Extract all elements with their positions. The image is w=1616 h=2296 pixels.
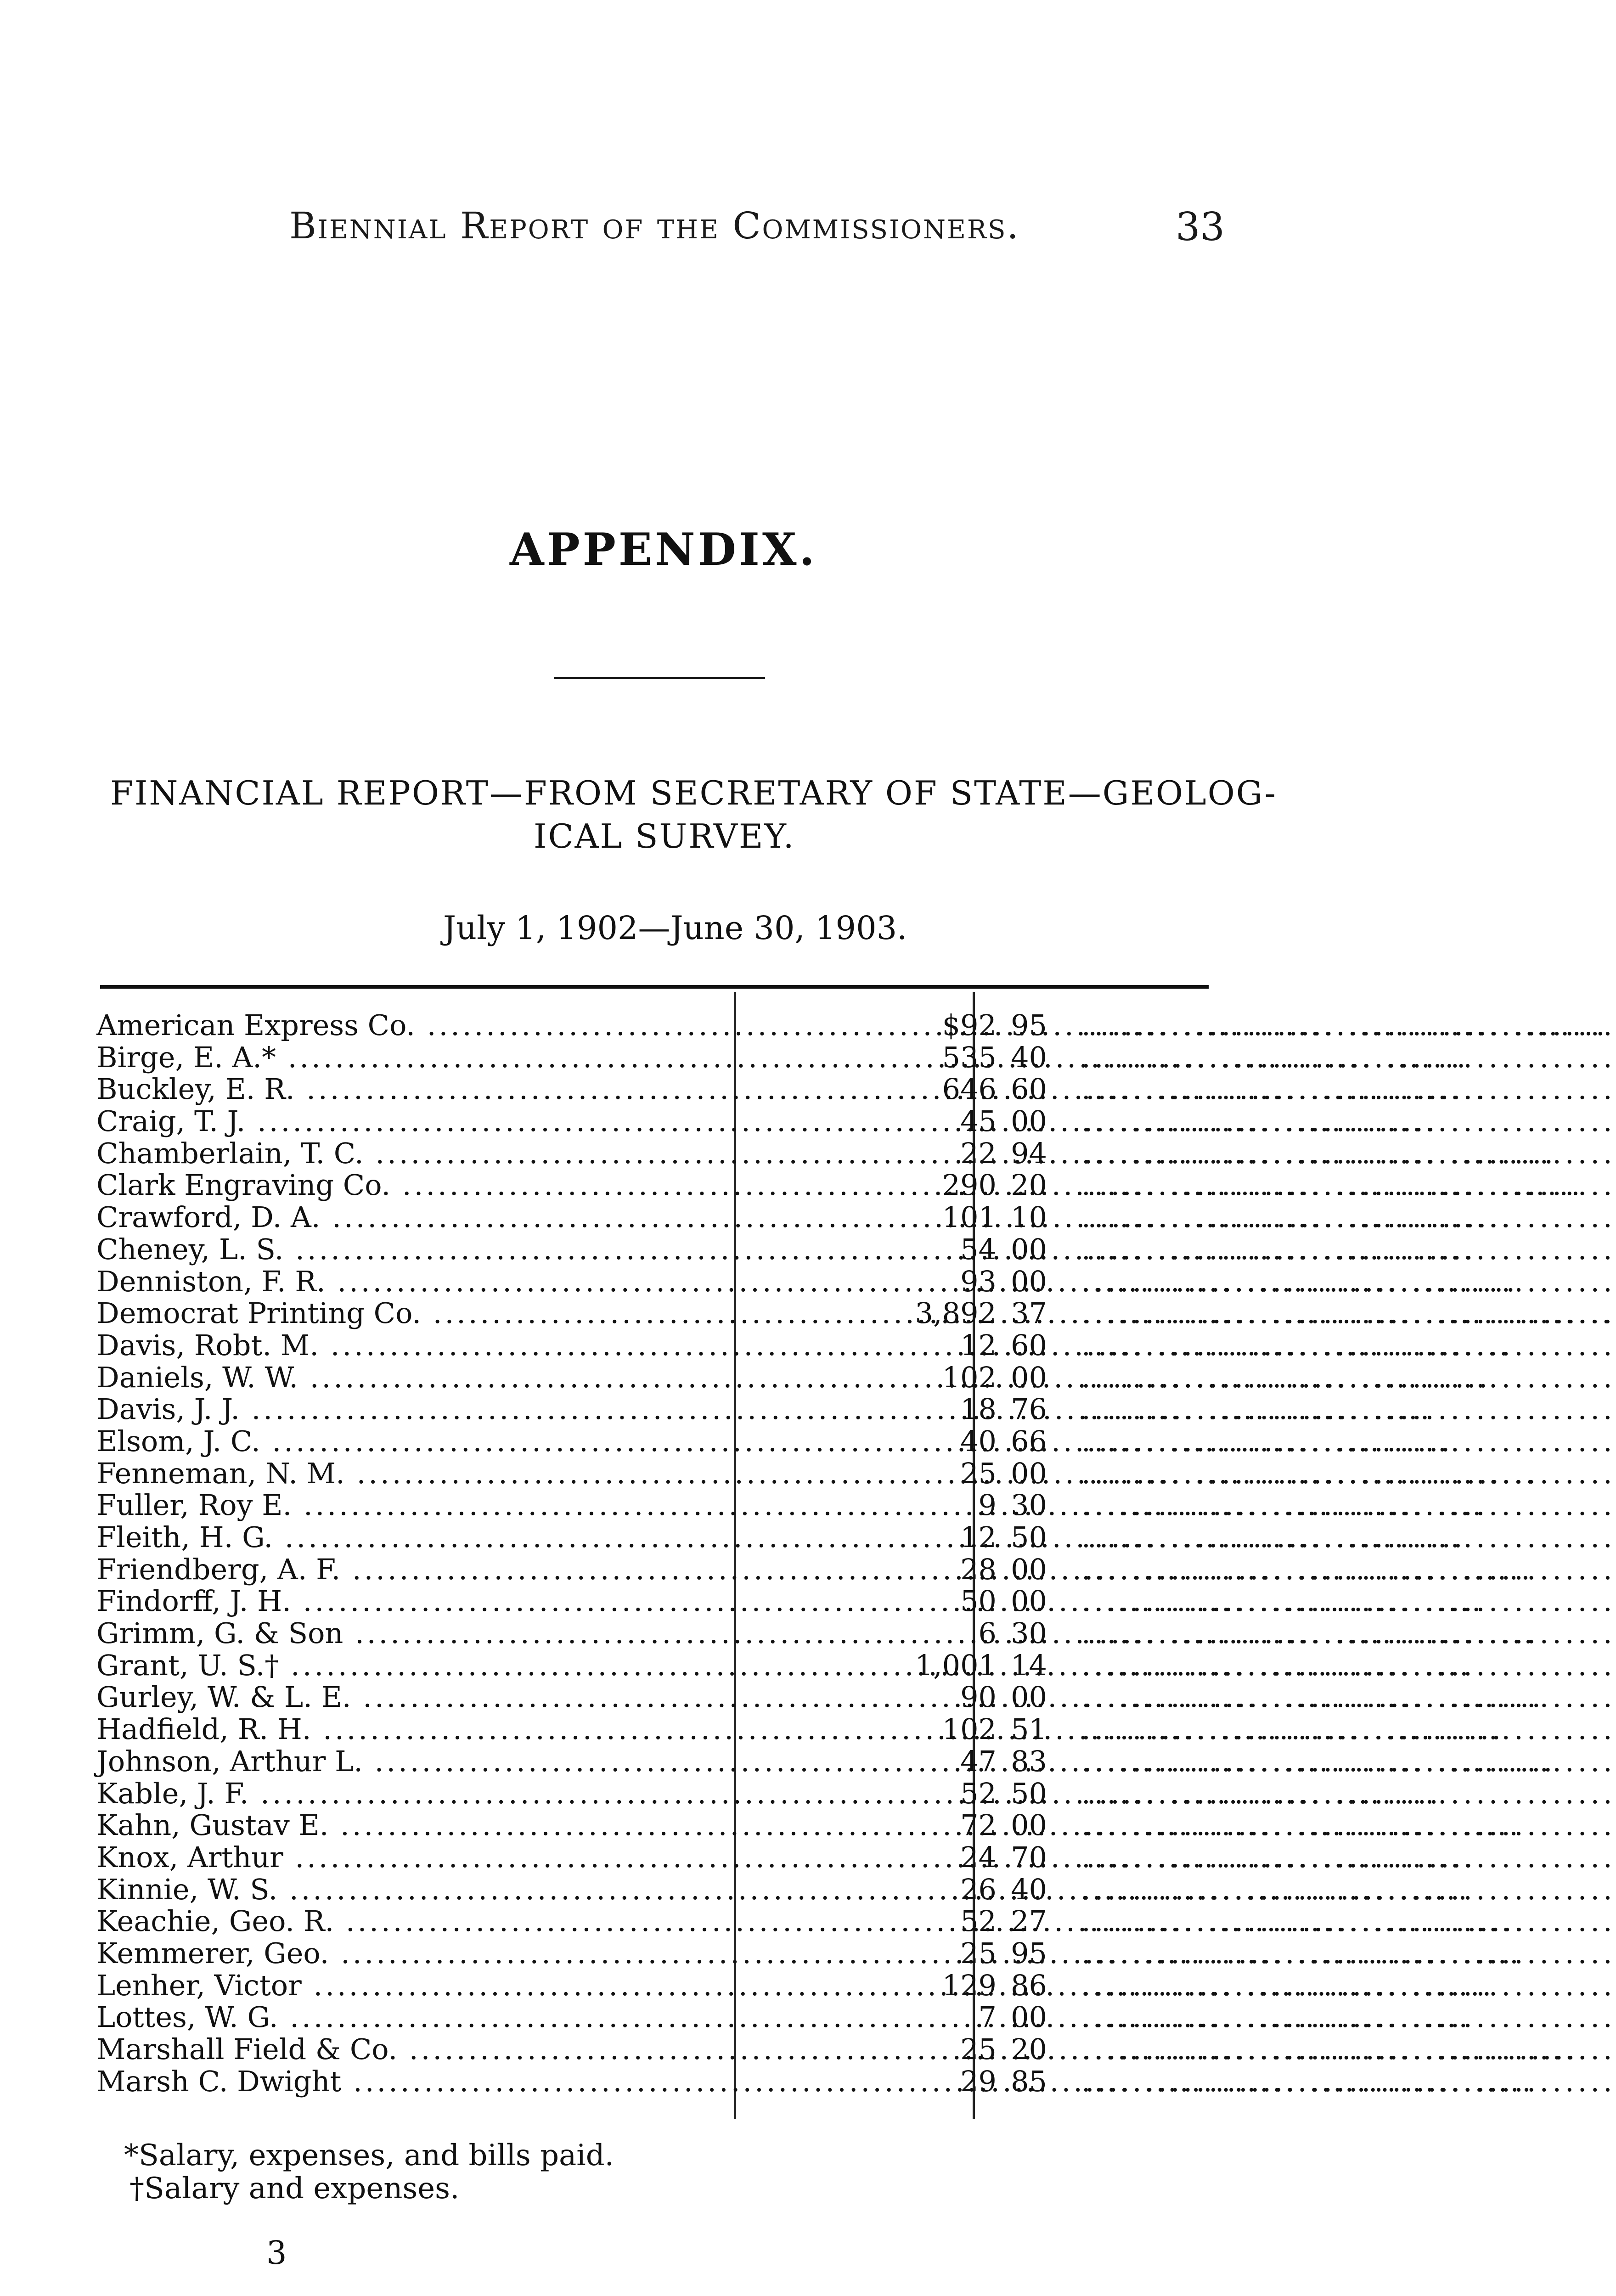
table-row — [96, 1872, 1616, 1906]
amount-cents: 00 — [1011, 1808, 1047, 1842]
dot-leader: .......................................... — [1081, 1712, 1616, 1746]
table-row — [96, 1680, 1616, 1714]
amount-dollars: 90 — [960, 1680, 997, 1714]
amount-dollars: 9 — [978, 1488, 997, 1522]
table-row — [96, 1776, 1616, 1810]
amount-cents: 66 — [1011, 1424, 1047, 1458]
dot-leader: .......................................... — [1081, 1872, 1616, 1906]
payee-name: Kinnie, W. S. ..... — [96, 1874, 726, 1906]
amount-dollars: 52 — [960, 1776, 997, 1810]
payee-name: Hadfield, R. H. ..... — [96, 1713, 726, 1745]
payee-name: Marshall Field & Co. ..... — [96, 2033, 726, 2065]
payee-name: Gurley, W. & L. E. ..... — [96, 1681, 726, 1713]
amount-cents: 14 — [1011, 1648, 1047, 1682]
table-row — [96, 1104, 1616, 1138]
amount-cents: 94 — [1011, 1136, 1047, 1170]
dot-leader: .......................................... — [1081, 1072, 1616, 1106]
table-row — [96, 1808, 1616, 1842]
table-row — [96, 1008, 1616, 1042]
table-row — [96, 1360, 1616, 1394]
amount-cents: 00 — [1011, 1584, 1047, 1618]
table-row — [96, 1264, 1616, 1298]
amount-cents: 86 — [1011, 1968, 1047, 2002]
amount-dollars: 12 — [960, 1520, 997, 1554]
payment-amount — [850, 2033, 1047, 2065]
payment-amount — [850, 1521, 1047, 1553]
table-row — [96, 1616, 1616, 1650]
amount-cents: 27 — [1011, 1904, 1047, 1938]
dot-leader: .......................................... — [1081, 1424, 1616, 1458]
amount-dollars: 93 — [960, 1264, 997, 1298]
amount-cents: 20 — [1011, 2032, 1047, 2066]
payment-amount — [850, 1585, 1047, 1617]
section-divider — [554, 677, 765, 679]
payee-name: Knox, Arthur ..... — [96, 1841, 726, 1874]
payment-amount — [850, 1681, 1047, 1713]
payment-amount — [850, 1489, 1047, 1521]
amount-dollars: 28 — [960, 1552, 997, 1586]
dot-leader: .......................................... — [1081, 1776, 1616, 1810]
running-header — [289, 204, 1020, 247]
payee-name: Elsom, J. C. ..... — [96, 1425, 726, 1458]
amount-cents: 00 — [1011, 1552, 1047, 1586]
payee-name: Lenher, Victor ..... — [96, 1970, 726, 2002]
amount-cents: 00 — [1011, 2000, 1047, 2034]
payee-name: Davis, Robt. M. ..... — [96, 1329, 726, 1362]
dot-leader: .......................................... — [1081, 1552, 1616, 1586]
amount-dollars: $92 — [942, 1008, 997, 1042]
payee-name: Keachie, Geo. R. ..... — [96, 1905, 726, 1937]
payment-amount — [850, 2001, 1047, 2033]
amount-cents: 37 — [1011, 1296, 1047, 1330]
dot-leader: .......................................... — [1081, 1680, 1616, 1714]
report-heading-line-2: ICAL SURVEY. — [534, 817, 795, 855]
amount-dollars: 47 — [960, 1744, 997, 1778]
amount-cents: 70 — [1011, 1840, 1047, 1874]
amount-dollars: 3,892 — [915, 1296, 997, 1330]
table-row — [96, 1040, 1616, 1074]
payment-amount — [850, 1905, 1047, 1937]
amount-dollars: 535 — [942, 1040, 997, 1074]
dot-leader: .......................................... — [1081, 2032, 1616, 2066]
payee-name: Findorff, J. H. ..... — [96, 1585, 726, 1617]
table-row — [96, 1904, 1616, 1938]
dot-leader: .......................................... — [1081, 2064, 1616, 2098]
payment-amount — [850, 1105, 1047, 1137]
amount-cents: 00 — [1011, 1456, 1047, 1490]
amount-dollars: 45 — [960, 1104, 997, 1138]
table-row — [96, 2064, 1616, 2098]
table-row — [96, 1200, 1616, 1234]
amount-cents: 10 — [1011, 1200, 1047, 1234]
payment-amount — [850, 1553, 1047, 1586]
amount-cents: 40 — [1011, 1872, 1047, 1906]
dot-leader: .......................................... — [1081, 1616, 1616, 1650]
payee-name: Davis, J. J. ..... — [96, 1393, 726, 1425]
table-row — [96, 1232, 1616, 1266]
date-range: July 1, 1902—June 30, 1903. — [443, 909, 907, 947]
table-row — [96, 1648, 1616, 1682]
payee-name: Grant, U. S.† ..... — [96, 1649, 726, 1682]
dot-leader: .......................................... — [1081, 1648, 1616, 1682]
dot-leader: .......................................... — [1081, 1456, 1616, 1490]
dot-leader: .......................................... — [1081, 1392, 1616, 1426]
amount-dollars: 6 — [978, 1616, 997, 1650]
amount-cents: 95 — [1011, 1008, 1047, 1042]
amount-cents: 83 — [1011, 1744, 1047, 1778]
table-row — [96, 1840, 1616, 1874]
payee-name: Cheney, L. S. ..... — [96, 1233, 726, 1266]
dot-leader: .......................................... — [1081, 2000, 1616, 2034]
amount-dollars: 18 — [960, 1392, 997, 1426]
payment-amount — [850, 1329, 1047, 1362]
dot-leader: .......................................... — [1081, 1008, 1616, 1042]
payee-name: Friendberg, A. F. ..... — [96, 1553, 726, 1586]
dot-leader: .......................................... — [1081, 1360, 1616, 1394]
table-row — [96, 1392, 1616, 1426]
amount-cents: 76 — [1011, 1392, 1047, 1426]
amount-dollars: 72 — [960, 1808, 997, 1842]
dot-leader: .......................................... — [1081, 1584, 1616, 1618]
table-row — [96, 1456, 1616, 1490]
table-row — [96, 2032, 1616, 2066]
amount-dollars: 24 — [960, 1840, 997, 1874]
table-row — [96, 1520, 1616, 1554]
table-row — [96, 1296, 1616, 1330]
footnotes — [124, 2139, 614, 2205]
amount-dollars: 54 — [960, 1232, 997, 1266]
payee-name: Fuller, Roy E. ..... — [96, 1489, 726, 1521]
amount-dollars: 1,001 — [915, 1648, 997, 1682]
amount-dollars: 29 — [960, 2064, 997, 2098]
amount-cents: 50 — [1011, 1776, 1047, 1810]
amount-cents: 95 — [1011, 1936, 1047, 1970]
payment-amount — [850, 1169, 1047, 1201]
payment-amount — [850, 1393, 1047, 1425]
amount-cents: 30 — [1011, 1616, 1047, 1650]
payment-amount — [850, 1649, 1047, 1682]
payee-name: Crawford, D. A. ..... — [96, 1201, 726, 1233]
payee-name: Kemmerer, Geo. ..... — [96, 1937, 726, 1970]
amount-dollars: 52 — [960, 1904, 997, 1938]
dot-leader: .......................................... — [1081, 1200, 1616, 1234]
payee-name: Clark Engraving Co. ..... — [96, 1169, 726, 1201]
footnote-dagger: †Salary and expenses. — [130, 2172, 460, 2206]
table-row — [96, 1744, 1616, 1778]
payment-amount — [850, 1841, 1047, 1874]
amount-dollars: 129 — [942, 1968, 997, 2002]
amount-dollars: 102 — [942, 1712, 997, 1746]
amount-dollars: 25 — [960, 1456, 997, 1490]
amount-dollars: 22 — [960, 1136, 997, 1170]
payment-amount — [850, 1874, 1047, 1906]
dot-leader: .......................................... — [1081, 1808, 1616, 1842]
amount-cents: 00 — [1011, 1360, 1047, 1394]
report-heading — [110, 771, 1277, 858]
payment-amount — [850, 1617, 1047, 1649]
payee-name: Buckley, E. R. ..... — [96, 1073, 726, 1105]
dot-leader: .......................................... — [1081, 1232, 1616, 1266]
payment-amount — [850, 1425, 1047, 1458]
payment-amount — [850, 1970, 1047, 2002]
payment-amount — [850, 1297, 1047, 1329]
amount-cents: 00 — [1011, 1104, 1047, 1138]
dot-leader: .......................................... — [1081, 1040, 1616, 1074]
amount-cents: 51 — [1011, 1712, 1047, 1746]
dot-leader: .......................................... — [1081, 1264, 1616, 1298]
table-row — [96, 1424, 1616, 1458]
table-row — [96, 2000, 1616, 2034]
payee-name: Chamberlain, T. C. ..... — [96, 1137, 726, 1170]
payee-name: American Express Co. ..... — [96, 1009, 726, 1041]
payment-amount — [850, 1009, 1047, 1041]
payment-amount — [850, 1073, 1047, 1105]
payment-amount — [850, 1809, 1047, 1841]
payment-amount — [850, 1745, 1047, 1778]
table-row — [96, 1488, 1616, 1522]
amount-cents: 60 — [1011, 1072, 1047, 1106]
amount-dollars: 25 — [960, 2032, 997, 2066]
appendix-title: APPENDIX. — [510, 523, 817, 575]
amount-cents: 00 — [1011, 1232, 1047, 1266]
amount-cents: 60 — [1011, 1328, 1047, 1362]
amount-cents: 40 — [1011, 1040, 1047, 1074]
table-row — [96, 1136, 1616, 1170]
dot-leader: .......................................... — [1081, 1136, 1616, 1170]
dot-leader: .......................................... — [1081, 1936, 1616, 1970]
payment-amount — [850, 1778, 1047, 1810]
payment-amount — [850, 1713, 1047, 1745]
amount-cents: 00 — [1011, 1680, 1047, 1714]
amount-dollars: 12 — [960, 1328, 997, 1362]
payee-name: Kable, J. F. ..... — [96, 1778, 726, 1810]
dot-leader: .......................................... — [1081, 1296, 1616, 1330]
dot-leader: .......................................... — [1081, 1104, 1616, 1138]
payment-amount — [850, 1362, 1047, 1394]
amount-dollars: 646 — [942, 1072, 997, 1106]
dot-leader: .......................................... — [1081, 1328, 1616, 1362]
footnote-asterisk: *Salary, expenses, and bills paid. — [124, 2138, 614, 2172]
table-row — [96, 1552, 1616, 1586]
payment-amount — [850, 1937, 1047, 1970]
ledger-table — [96, 1008, 1616, 2098]
amount-dollars: 101 — [942, 1200, 997, 1234]
payee-name: Lottes, W. G. ..... — [96, 2001, 726, 2033]
amount-dollars: 102 — [942, 1360, 997, 1394]
signature-mark: 3 — [266, 2234, 287, 2272]
payment-amount — [850, 1266, 1047, 1298]
table-row — [96, 1936, 1616, 1970]
payee-name: Fleith, H. G. ..... — [96, 1521, 726, 1553]
dot-leader: .......................................... — [1081, 1488, 1616, 1522]
amount-cents: 00 — [1011, 1264, 1047, 1298]
payee-name: Birge, E. A.* ..... — [96, 1041, 726, 1074]
dot-leader: .......................................... — [1081, 1520, 1616, 1554]
dot-leader: .......................................... — [1081, 1840, 1616, 1874]
amount-cents: 85 — [1011, 2064, 1047, 2098]
report-heading-line-1: FINANCIAL REPORT—FROM SECRETARY OF STATE—GEOLOG- — [110, 774, 1277, 812]
dot-leader: .......................................... — [1081, 1968, 1616, 2002]
amount-dollars: 40 — [960, 1424, 997, 1458]
payment-amount — [850, 2065, 1047, 2098]
amount-dollars: 7 — [978, 2000, 997, 2034]
table-row — [96, 1168, 1616, 1202]
amount-dollars: 290 — [942, 1168, 997, 1202]
amount-cents: 20 — [1011, 1168, 1047, 1202]
amount-cents: 50 — [1011, 1520, 1047, 1554]
payee-name: Daniels, W. W. ..... — [96, 1362, 726, 1394]
payee-name: Johnson, Arthur L. ..... — [96, 1745, 726, 1778]
payee-name: Craig, T. J. ..... — [96, 1105, 726, 1137]
amount-cents: 30 — [1011, 1488, 1047, 1522]
table-top-rule — [100, 985, 1209, 989]
dot-leader: .......................................... — [1081, 1904, 1616, 1938]
table-row — [96, 1072, 1616, 1106]
table-row — [96, 1584, 1616, 1618]
payee-name: Denniston, F. R. ..... — [96, 1266, 726, 1298]
payee-name: Kahn, Gustav E. ..... — [96, 1809, 726, 1841]
payment-amount — [850, 1233, 1047, 1266]
running-header-text: Biennial Report of the Commissioners. — [289, 204, 1020, 247]
page-number: 33 — [1176, 204, 1225, 249]
payee-name: Grimm, G. & Son ..... — [96, 1617, 726, 1649]
payment-amount — [850, 1201, 1047, 1233]
payment-amount — [850, 1137, 1047, 1170]
amount-dollars: 25 — [960, 1936, 997, 1970]
payment-amount — [850, 1041, 1047, 1074]
table-row — [96, 1328, 1616, 1362]
dot-leader: .......................................... — [1081, 1744, 1616, 1778]
amount-dollars: 50 — [960, 1584, 997, 1618]
table-row — [96, 1968, 1616, 2002]
table-row — [96, 1712, 1616, 1746]
payee-name: Democrat Printing Co. ..... — [96, 1297, 726, 1329]
payee-name: Marsh C. Dwight ..... — [96, 2065, 726, 2098]
payee-name: Fenneman, N. M. ..... — [96, 1458, 726, 1490]
dot-leader: .......................................... — [1081, 1168, 1616, 1202]
amount-dollars: 26 — [960, 1872, 997, 1906]
payment-amount — [850, 1458, 1047, 1490]
